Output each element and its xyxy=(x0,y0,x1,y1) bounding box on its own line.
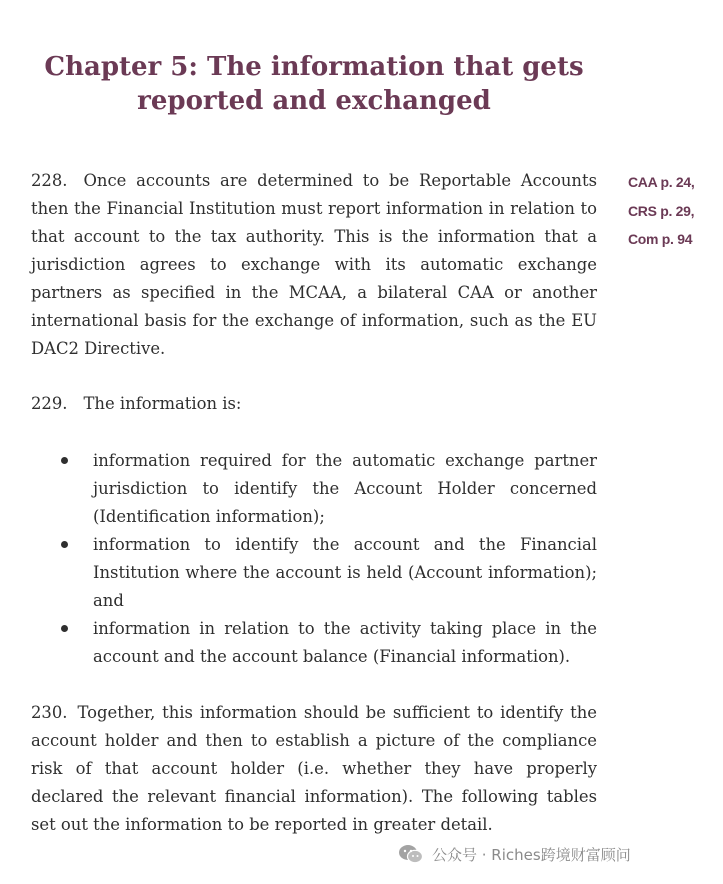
paragraph-229 xyxy=(31,390,597,418)
chapter-title-line-2: reported and exchanged xyxy=(137,86,491,116)
margin-references xyxy=(628,168,720,254)
information-list xyxy=(55,447,597,671)
margin-reference-crs: CRS p. 29, xyxy=(628,202,695,219)
list-item xyxy=(55,615,597,671)
list-item-text: information required for the automatic exchange partner jurisdiction to identify the Account Holder concerned (Identification information); xyxy=(93,451,597,526)
bullet-icon xyxy=(61,625,68,632)
bullet-icon xyxy=(61,457,68,464)
paragraph-number: 229. xyxy=(31,394,68,413)
chapter-title xyxy=(0,50,628,118)
list-item-text: information to identify the account and the Financial Institution where the account is held (Account information); and xyxy=(93,535,597,610)
watermark-text: 公众号 · Riches跨境财富顾问 xyxy=(432,845,631,864)
paragraph-number: 228. xyxy=(31,171,68,190)
paragraph-text: Together, this information should be sufficient to identify the account holder and then to establish a picture of the compliance risk of that account holder (i.e. whether they have properly declared the relevant financial information). The following tables set out the information to be reported in greater detail. xyxy=(31,703,597,834)
paragraph-228 xyxy=(31,167,597,363)
paragraph-text: The information is: xyxy=(83,394,242,413)
chapter-title-line-1: Chapter 5: The information that gets xyxy=(44,52,584,82)
margin-reference-com: Com p. 94 xyxy=(628,231,693,247)
bullet-icon xyxy=(61,541,68,548)
wechat-icon xyxy=(398,844,424,864)
watermark xyxy=(398,840,631,868)
list-item xyxy=(55,447,597,531)
paragraph-number: 230. xyxy=(31,703,68,722)
margin-reference-caa: CAA p. 24, xyxy=(628,174,695,190)
paragraph-text: Once accounts are determined to be Reportable Accounts then the Financial Institution must report information in relation to that account to the tax authority. This is the information that a jurisdiction agrees to exchange with its automatic exchange partners as specified in the MCAA, a bilateral CAA or another international basis for the exchange of information, such as the EU DAC2 Directive. xyxy=(31,171,597,358)
list-item xyxy=(55,531,597,615)
paragraph-230 xyxy=(31,699,597,839)
list-item-text: information in relation to the activity taking place in the account and the account balance (Financial information). xyxy=(93,619,597,666)
